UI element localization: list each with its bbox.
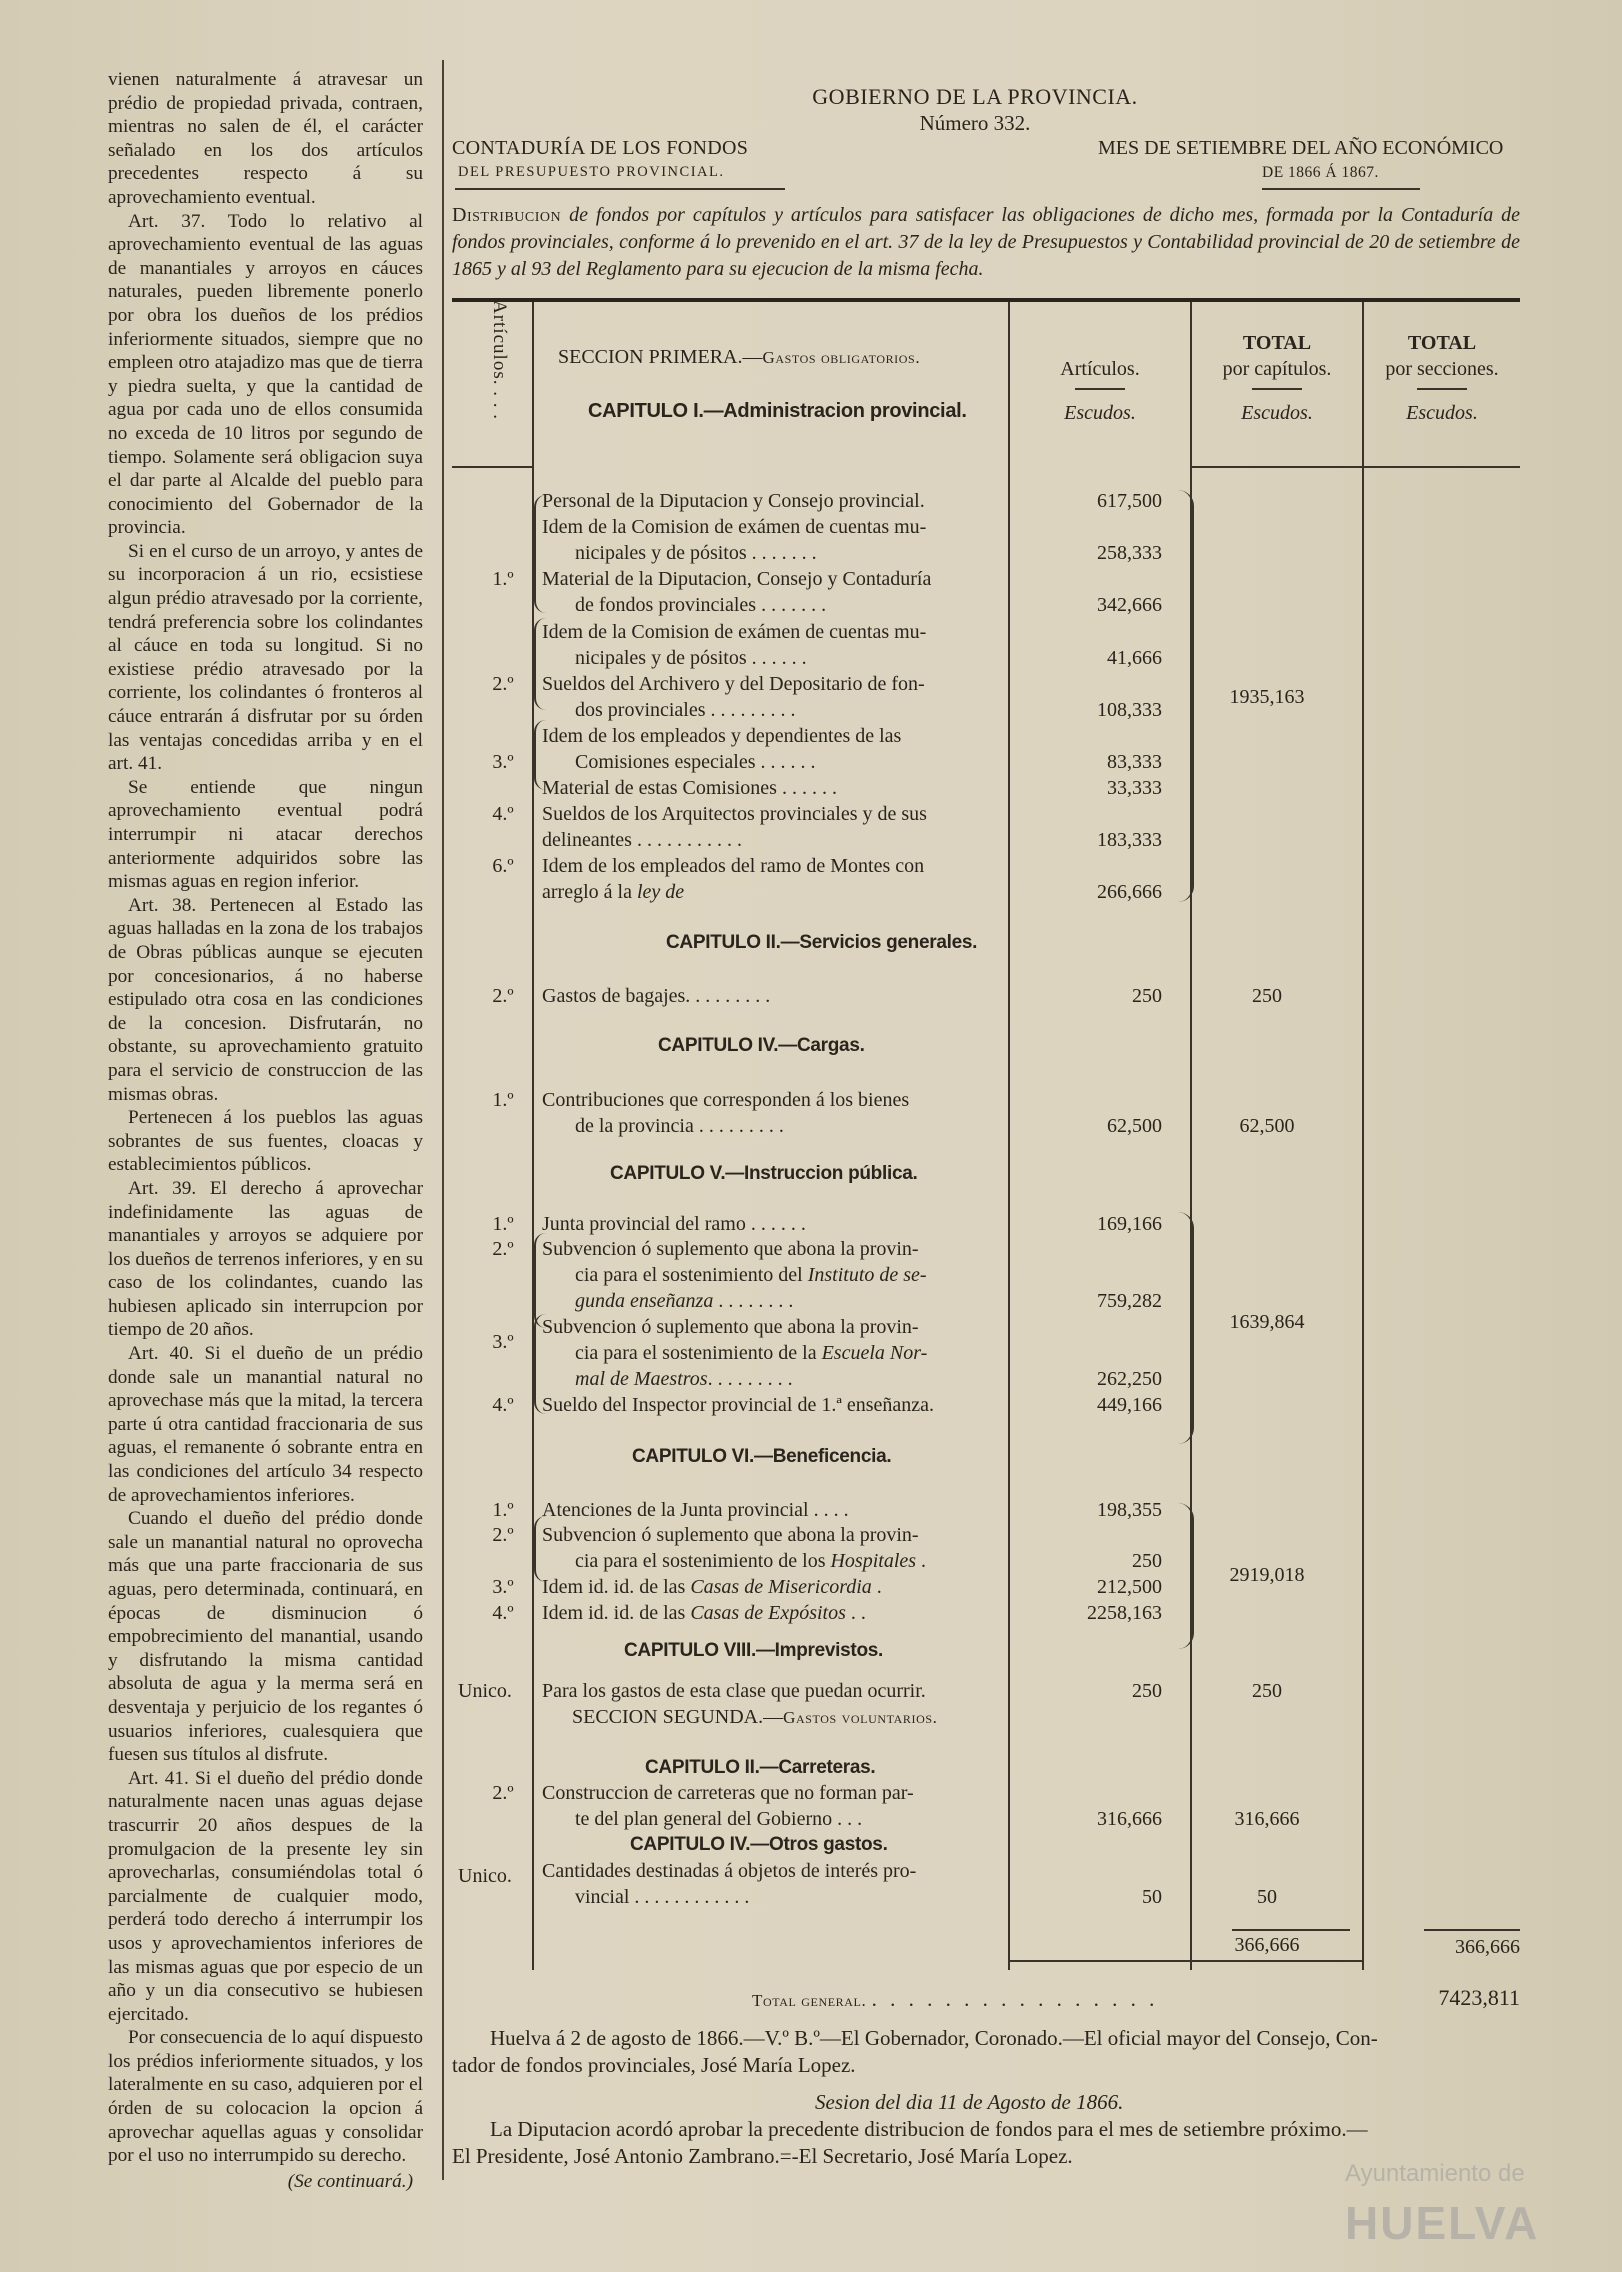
table-row-text: de la provincia . . . . . . . . . — [575, 1115, 784, 1137]
approval-line1: La Diputacion acordó aprobar la precedente distribucion de fondos para el mes de setiembre próximo.— — [490, 2117, 1368, 2141]
office-line1: CONTADURÍA DE LOS FONDOS — [452, 137, 749, 159]
left-column-text — [108, 68, 423, 2193]
article-amount: 41,666 — [1107, 647, 1162, 669]
article-number: 1.º — [492, 1499, 514, 1521]
table-row-text: cia para el sostenimiento de la Escuela Nor- — [575, 1342, 928, 1364]
article-amount: 108,333 — [1097, 699, 1162, 721]
article-number: 1.º — [492, 1213, 514, 1235]
article-amount: 617,500 — [1097, 490, 1162, 512]
chapter-brace — [1178, 1212, 1194, 1444]
article-amount: 169,166 — [1097, 1213, 1162, 1235]
brace — [534, 618, 546, 710]
article-number: 2.º — [492, 673, 514, 695]
article-amount: 316,666 — [1097, 1808, 1162, 1830]
article-amount: 183,333 — [1097, 829, 1162, 851]
article-number: 6.º — [492, 855, 514, 877]
intro-paragraph: Distribucion de fondos por capítulos y artículos para satisfacer las obligaciones de dicho mes, formada por la Contaduría de fondos provinciales, conforme á lo prevenido en el art. 37 de la ley de Presupuestos y Contabilidad provincial de 20 de setiembre de 1865 y al 93 del Reglamento para su ejecucion de la misma fecha. — [452, 204, 1521, 280]
signature-line1: Huelva á 2 de agosto de 1866.—V.º B.º—El Gobernador, Coronado.—El oficial mayor del Consejo, Con- — [490, 2026, 1378, 2050]
rule — [1232, 1929, 1350, 1931]
chapter-total: 316,666 — [1234, 1808, 1300, 1830]
article-number: 4.º — [492, 1394, 514, 1416]
chapter-heading: CAPITULO V.—Instruccion pública. — [610, 1163, 918, 1184]
chapter-total: 250 — [1252, 985, 1282, 1007]
month-line2: DE 1866 Á 1867. — [1262, 164, 1379, 181]
table-row-text: Subvencion ó suplemento que abona la provin- — [542, 1238, 919, 1260]
article-amount: 212,500 — [1097, 1576, 1162, 1598]
chapter-total: 250 — [1252, 1680, 1282, 1702]
rule — [452, 466, 534, 468]
table-row-text: Material de estas Comisiones . . . . . . — [542, 777, 837, 799]
chapter-total: 50 — [1257, 1886, 1277, 1908]
brace — [534, 495, 546, 613]
article-number: 4.º — [492, 803, 514, 825]
left-paragraph: vienen naturalmente á atravesar un prédio de propiedad privada, contraen, mientras no salen de él, el carácter señalado en los dos artículos precedentes respecto á su aprovechamiento eventual. — [108, 69, 423, 208]
table-row-text: Idem de la Comision de exámen de cuentas mu- — [542, 516, 927, 538]
seccion-primera: SECCION PRIMERA.—Gastos obligatorios. — [558, 346, 921, 368]
left-paragraph: Art. 40. Si el dueño de un prédio donde sale un manantial natural no aprovechase más que la mitad, la tercera parte ú otra cantidad fraccionaria de sus aguas, el remanente ó sobrante entra en las condiciones del artículo 34 respecto de aprovechamientos inferiores. — [108, 1343, 423, 1506]
rule — [1190, 466, 1520, 468]
article-number: 3.º — [492, 751, 514, 773]
seccion-segunda: SECCION SEGUNDA.—Gastos voluntarios. — [572, 1706, 938, 1728]
header-title: GOBIERNO DE LA PROVINCIA. — [812, 84, 1138, 109]
rule — [455, 188, 785, 190]
articulos-vertical-header: Artículos. . . . — [489, 300, 510, 420]
table-row-text: Idem de los empleados y dependientes de las — [542, 725, 902, 747]
table-row-text: Comisiones especiales . . . . . . — [575, 751, 816, 773]
chapter-heading: CAPITULO IV.—Otros gastos. — [630, 1834, 888, 1855]
rule — [1008, 1960, 1364, 1962]
table-row-text: cia para el sostenimiento del Instituto de se- — [575, 1264, 927, 1286]
total-general-row: Total general. . . . . . . . . . . . . . . . . — [752, 1987, 1159, 2011]
left-paragraph: Cuando el dueño del prédio donde sale un manantial natural no oprovecha más que una parte fraccionaria de sus aguas, pero determinada, continuará, en épocas de disminucion ó empobrecimiento del manantial, usando y disfrutando la misma cantidad absoluta de agua y la merma será en desventaja y perjuicio de los regantes ó usuarios inferiores, cualesquiera que fuesen sus títulos al disfrute. — [108, 1508, 423, 1766]
article-amount: 198,355 — [1097, 1499, 1162, 1521]
left-paragraph: Se entiende que ningun aprovechamiento eventual podrá interrumpir ni atacar derechos anteriormente adquiridos sobre las mismas aguas en region inferior. — [108, 776, 423, 893]
table-row-text: Cantidades destinadas á objetos de interés pro- — [542, 1860, 917, 1882]
article-amount: 759,282 — [1097, 1290, 1162, 1312]
chapter-total: 1935,163 — [1229, 686, 1305, 708]
brace — [534, 720, 546, 790]
article-number: 2.º — [492, 1524, 514, 1546]
table-row-text: mal de Maestros. . . . . . . . . — [575, 1368, 793, 1390]
chapter-heading: CAPITULO II.—Servicios generales. — [666, 932, 978, 953]
article-amount: 33,333 — [1107, 777, 1162, 799]
capitulo-1-heading: CAPITULO I.—Administracion provincial. — [588, 400, 967, 422]
table-row-text: Gastos de bagajes. . . . . . . . . — [542, 985, 771, 1007]
article-amount: 50 — [1142, 1886, 1162, 1908]
left-paragraph: Por consecuencia de lo aquí dispuesto los prédios inferiormente situados, y los lateralmente en su caso, adquieren por el órden de su colocacion la opcion á aprovechar aquellas aguas y consolidar por el uso no interrumpido su derecho. — [108, 2027, 423, 2167]
brace — [534, 1516, 546, 1582]
table-row-text: Subvencion ó suplemento que abona la provin- — [542, 1316, 919, 1338]
table-row-text: Idem id. id. de las Casas de Expósitos . . — [542, 1602, 866, 1624]
table-row-text: nicipales y de pósitos . . . . . . — [575, 647, 807, 669]
session-date: Sesion del dia 11 de Agosto de 1866. — [815, 2090, 1124, 2114]
col-secciones-header: TOTAL por secciones. Escudos. — [1385, 332, 1499, 424]
table-row-text: gunda enseñanza . . . . . . . . — [575, 1290, 794, 1312]
article-number: 1.º — [492, 568, 514, 590]
table-row-text: Atenciones de la Junta provincial . . . . — [542, 1499, 849, 1521]
article-amount: 258,333 — [1097, 542, 1162, 564]
table-row-text: Sueldo del Inspector provincial de 1.ª enseñanza. — [542, 1394, 935, 1416]
header-number: Número 332. — [919, 111, 1031, 135]
signature-line2: tador de fondos provinciales, José María Lopez. — [452, 2053, 856, 2077]
chapter-brace — [1178, 1503, 1194, 1649]
office-line2: DEL PRESUPUESTO PROVINCIAL. — [458, 164, 725, 180]
approval-line2: El Presidente, José Antonio Zambrano.=-El Secretario, José María Lopez. — [452, 2144, 1073, 2168]
left-paragraph: Art. 38. Pertenecen al Estado las aguas halladas en la zona de los trabajos de Obras públicas aunque se ejecuten por concesionarios, á no haberse estipulado otra cosa en las condiciones de la concesion. Disfrutarán, no obstante, su aprovechamiento gratuito para el servicio de construccion de las mismas obras. — [108, 894, 423, 1105]
table-row-text: Construccion de carreteras que no forman par- — [542, 1782, 914, 1804]
article-number: 2.º — [492, 1238, 514, 1260]
table-row-text: Sueldos de los Arquitectos provinciales y de sus — [542, 803, 927, 825]
table-row-text: nicipales y de pósitos . . . . . . . — [575, 542, 817, 564]
chapter-total: 366,666 — [1234, 1934, 1300, 1956]
article-amount: 250 — [1132, 1550, 1162, 1572]
table-row-text: Contribuciones que corresponden á los bienes — [542, 1089, 910, 1111]
article-number: 2.º — [492, 985, 514, 1007]
article-number: Unico. — [458, 1865, 512, 1887]
left-paragraph: Pertenecen á los pueblos las aguas sobrantes de sus fuentes, cloacas y establecimientos públicos. — [108, 1107, 423, 1176]
section-total: 366,666 — [1455, 1936, 1520, 1958]
article-amount: 266,666 — [1097, 881, 1162, 903]
table-row-text: delineantes . . . . . . . . . . . — [542, 829, 742, 851]
column-rule — [442, 60, 444, 2180]
table-row-text: Subvencion ó suplemento que abona la provin- — [542, 1524, 919, 1546]
col-capitulos-header: TOTAL por capítulos. Escudos. — [1222, 332, 1332, 424]
chapter-total: 62,500 — [1239, 1115, 1295, 1137]
article-amount: 2258,163 — [1087, 1602, 1162, 1624]
chapter-heading: CAPITULO VIII.—Imprevistos. — [624, 1640, 884, 1661]
article-amount: 250 — [1132, 1680, 1162, 1702]
article-amount: 262,250 — [1097, 1368, 1162, 1390]
rule — [1424, 1929, 1520, 1931]
table-row-text: Material de la Diputacion, Consejo y Contaduría — [542, 568, 932, 590]
table-row-text: Idem de los empleados del ramo de Montes con — [542, 855, 925, 877]
chapter-heading: CAPITULO VI.—Beneficencia. — [632, 1446, 892, 1467]
continue-note: (Se continuará.) — [287, 2170, 413, 2192]
article-number: 3.º — [492, 1331, 514, 1353]
left-paragraph: Si en el curso de un arroyo, y antes de su incorporacion á un rio, ecsistiese algun prédio atravesado por la corriente, tendrá preferencia sobre los colindantes al cáuce en toda su longitud. Si no existiese prédio atravesado por la corriente, los colindantes ó fronteros al cáuce entrarán á disfrutar por su órden las ventajas concedidas arriba y en el art. 41. — [108, 540, 423, 775]
table-row-text: Personal de la Diputacion y Consejo provincial. — [542, 490, 925, 512]
article-number: 3.º — [492, 1576, 514, 1598]
table-row-text: dos provinciales . . . . . . . . . — [575, 699, 796, 721]
table-row-text: arreglo á la ley de — [542, 881, 685, 903]
table-row-text: Idem de la Comision de exámen de cuentas mu- — [542, 621, 927, 643]
table-row-text: cia para el sostenimiento de los Hospitales . — [575, 1550, 927, 1572]
table-row-text: Idem id. id. de las Casas de Misericordia . — [542, 1576, 882, 1598]
article-number: 4.º — [492, 1602, 514, 1624]
article-number: 1.º — [492, 1089, 514, 1111]
article-amount: 62,500 — [1107, 1115, 1162, 1137]
table-top-rule — [452, 298, 1520, 302]
article-number: 2.º — [492, 1782, 514, 1804]
table-row-text: Sueldos del Archivero y del Depositario de fon- — [542, 673, 925, 695]
left-paragraph: Art. 41. Si el dueño del prédio donde naturalmente nacen unas aguas dejase trascurrir 20 años despues de la promulgacion de la presente ley sin aprovecharlas, consumiéndolas total ó parcialmente de cualquier modo, perderá todo derecho á interrumpir los usos y aprovechamientos inferiores de las mismas aguas que por especio de un año y un dia consecutivo se hubiesen ejercitado. — [108, 1767, 423, 2025]
table-row-text: te del plan general del Gobierno . . . — [575, 1808, 863, 1830]
col-articulos-header: Artículos. Escudos. — [1060, 358, 1140, 424]
chapter-heading: CAPITULO IV.—Cargas. — [658, 1035, 865, 1056]
month-line1: MES DE SETIEMBRE DEL AÑO ECONÓMICO — [1098, 137, 1504, 159]
article-amount: 449,166 — [1097, 1394, 1162, 1416]
article-amount: 83,333 — [1107, 751, 1162, 773]
chapter-total: 1639,864 — [1229, 1311, 1305, 1333]
table-row-text: Junta provincial del ramo . . . . . . — [542, 1213, 806, 1235]
brace — [534, 1314, 546, 1414]
chapter-brace — [1178, 490, 1194, 902]
left-paragraph: Art. 37. Todo lo relativo al aprovechamiento eventual de las aguas de manantiales y arroyos en cáuces naturales, pueden libremente ponerlo por obra los dueños de los prédios inferiormente situados, siempre que no empleen otro atajadizo mas que de tierra y piedra suelta, y que la cantidad de agua por cada uno de ellos consumida no exceda de 10 litros por segundo de tiempo. Solamente será obligacion suya el dar parte al Alcalde del pueblo para conocimiento del Gobernador de la provincia. — [108, 210, 423, 539]
left-paragraph: Art. 39. El derecho á aprovechar indefinidamente las aguas de manantiales y arroyos se adquiere por los dueños de terrenos inferiores, y en su caso de los colindantes, cuando las hubiesen aplicado sin interrupcion por tiempo de 20 años. — [108, 1177, 423, 1341]
rule — [1362, 302, 1364, 1970]
rule — [1262, 188, 1420, 190]
article-amount: 342,666 — [1097, 594, 1162, 616]
table-row-text: de fondos provinciales . . . . . . . — [575, 594, 827, 616]
archive-watermark: Ayuntamiento de HUELVA — [1345, 2160, 1540, 2249]
table-row-text: Para los gastos de esta clase que puedan ocurrir. — [542, 1680, 926, 1702]
table-row-text: vincial . . . . . . . . . . . . — [575, 1886, 750, 1908]
article-number: Unico. — [458, 1680, 512, 1702]
total-general-value: 7423,811 — [1438, 1985, 1520, 2010]
chapter-total: 2919,018 — [1229, 1564, 1305, 1586]
article-amount: 250 — [1132, 985, 1162, 1007]
chapter-heading: CAPITULO II.—Carreteras. — [645, 1757, 876, 1778]
